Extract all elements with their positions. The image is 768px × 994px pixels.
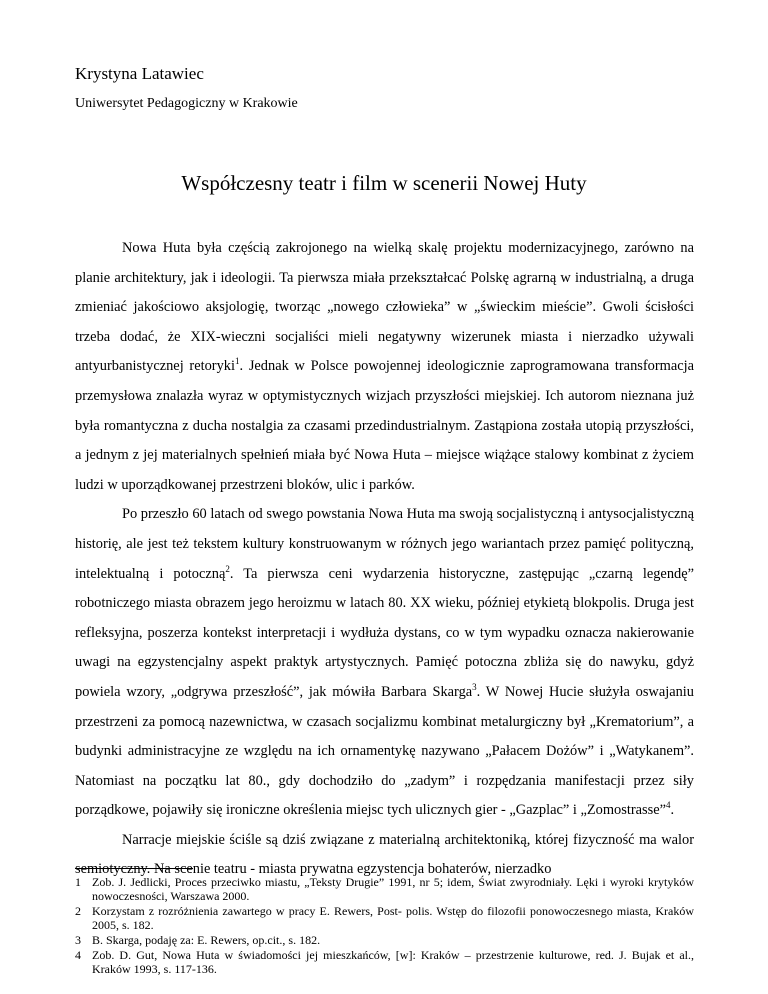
footnote-separator <box>75 868 193 869</box>
paragraph-text: Narracje miejskie ściśle są dziś związane z materialną architektoniką, której fizyczność ma walor semiotyczny. Na scenie teatru - miasta prywatna egzystencja bohaterów, nierzadko <box>75 831 694 878</box>
footnote-text: Zob. J. Jedlicki, Proces przeciwko miastu, „Teksty Drugie” 1991, nr 5; idem, Świat zwyrodniały. Lęki i wyroki krytyków nowoczesności, Warszawa 2000. <box>92 875 694 904</box>
paragraph-text: . Jednak w Polsce powojennej ideologicznie zaprogramowana transformacja przemysłowa znalazła wyraz w optymistycznych wizjach przyszłości miejskiej. Ich autorom nieznana już była romantyczna z ducha nostalgia za czasami przedindustrialnym. Zastąpiona została utopią przyszłości, a jednym z jej materialnych spełnień miała być Nowa Huta – miejsce wiążące stalowy kombinat z życiem ludzi w uporządkowanej przestrzeni bloków, ulic i parków. <box>75 358 694 493</box>
footnote-number: 2 <box>75 904 81 918</box>
article-title: Współczesny teatr i film w scenerii Nowej Huty <box>181 171 587 195</box>
paragraph-1 <box>75 234 694 500</box>
footnote-ref: 3 <box>472 682 477 693</box>
paragraph-text: Po przeszło 60 latach od swego powstania Nowa Huta ma swoją socjalistyczną i antysocjalistyczną historię, ale jest też tekstem kultury konstruowanym w różnych jego wariantach przez pamięć polityczną, intelektualną i potoczną <box>75 506 694 582</box>
paragraph-text: . <box>670 802 675 819</box>
footnote-ref: 4 <box>665 800 671 811</box>
footnotes <box>75 875 694 977</box>
footnote-text: B. Skarga, podaję za: E. Rewers, op.cit., s. 182. <box>92 933 321 947</box>
paragraph-text: Nowa Huta była częścią zakrojonego na wielką skalę projektu modernizacyjnego, zarówno na planie architektury, jak i ideologii. Ta pierwsza miała przekształcać Polskę agrarną w industrialną, a druga zmieniać jakościowo aksjologię, tworząc „nowego człowieka” w „świeckim mieście”. Gwoli ścisłości trzeba dodać, że XIX-wieczni socjaliści mieli negatywny wizerunek miasta i nierzadko używali antyurbanistycznej retoryki <box>75 240 694 375</box>
footnote-number: 4 <box>75 947 81 962</box>
paragraph-text: . Ta pierwsza ceni wydarzenia historyczne, zastępując „czarną legendę” robotniczego miasta obrazem jego heroizmu w latach 80. XX wieku, później etykietą blokpolis. Druga jest refleksyjna, poszerza kontekst interpretacji i wydłuża dystans, co w tym wypadku oznacza nakierowanie uwagi na egzystencjalny aspekt praktyk artystycznych. Pamięć potoczna zbliża się do nawyku, gdyż powiela wzory, „odgrywa przeszłość”, jak mówiła Barbara Skarga <box>75 565 694 700</box>
footnote-text: Korzystam z rozróżnienia zawartego w pracy E. Rewers, Post- polis. Wstęp do filozofii ponowoczesnego miasta, Kraków 2005, s. 182. <box>92 904 694 933</box>
paragraph-2 <box>75 500 694 826</box>
footnote-2 <box>75 904 694 932</box>
article-body <box>75 234 694 885</box>
author-affiliation: Uniwersytet Pedagogiczny w Krakowie <box>75 96 298 111</box>
paragraph-text: . W Nowej Hucie służyła oswajaniu przestrzeni za pomocą nazewnictwa, w czasach socjalizmu kombinat metalurgiczny był „Krematorium”, a budynki administracyjne ze względu na ich ornamentykę nazywano „Pałacem Dożów” i „Watykanem”. Natomiast na początku lat 80., gdy dochodziło do „zadym” i rozpędzania manifestacji przez siły porządkowe, pojawiły się ironiczne określenia miejsc tych ulicznych gier - „Gazplac” i „Zomostrasse” <box>75 683 694 819</box>
footnote-4 <box>75 948 694 976</box>
footnote-number: 3 <box>75 933 81 947</box>
author-name: Krystyna Latawiec <box>75 64 204 83</box>
footnote-number: 1 <box>75 875 81 889</box>
footnote-ref: 2 <box>225 563 230 574</box>
footnote-1 <box>75 875 694 903</box>
footnote-3 <box>75 933 694 947</box>
footnote-text: Zob. D. Gut, Nowa Huta w świadomości jej mieszkańców, [w]: Kraków – przestrzenie kulturowe, red. J. Bujak et al., Kraków 1993, s. 117-136. <box>92 947 694 976</box>
footnote-ref: 1 <box>234 356 240 367</box>
